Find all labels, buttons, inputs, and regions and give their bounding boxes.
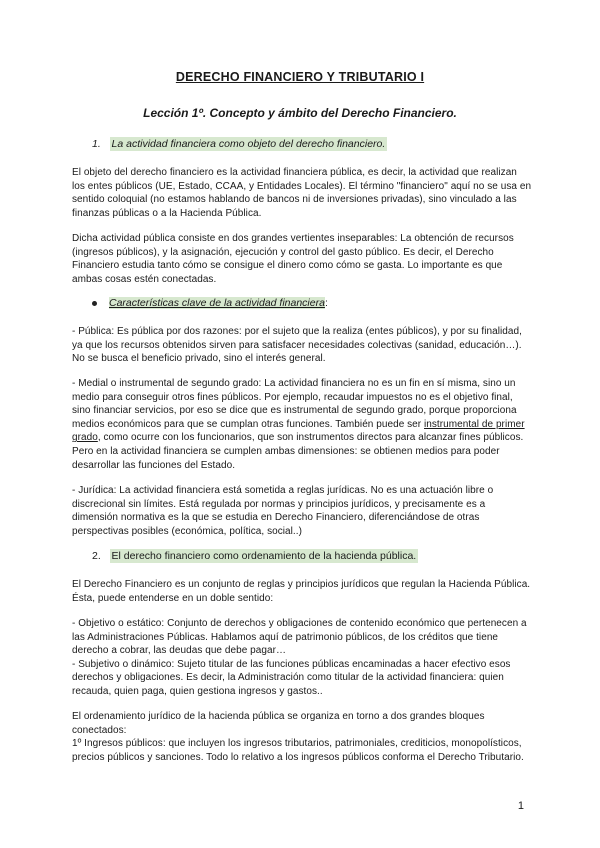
paragraph-text: El objeto del derecho financiero es la actividad financiera pública, es decir, la actividad que realizan los entes públicos (UE, Estado, CCAA, y Entidades Locales). El término "financiero" aquí no se usa en sentido coloquial (no estamos hablando de bancos ni de inversiones privadas), sino vinculado a las finanzas públicas o a la Hacienda Pública. [72,167,532,219]
paragraph-text [72,377,532,472]
paragraph-publica [72,325,532,366]
paragraph-text: - Pública: Es pública por dos razones: por el sujeto que la realiza (entes públicos), y por su finalidad, ya que los recursos obtenidos sirven para satisfacer necesidades colectivas (sanidad, educación…). No se busca el beneficio privado, sino el interés general. [72,326,522,365]
paragraph-ordenamiento [72,710,532,764]
text-after: , como ocurre con los funcionarios, que son instrumentos directos para alcanzar fines públicos. Pero en la actividad financiera se cumplen ambas dimensiones: se obtienen medios para poder desarrollar las funciones del Estado. [72,432,524,471]
underlined-text: instrumental de primer grado [72,418,525,444]
section-1-title: La actividad financiera como objeto del derecho financiero. [111,138,386,150]
bullet-caracteristicas [92,297,328,309]
paragraph-hacienda [72,578,532,605]
paragraph-vertientes [72,232,532,286]
paragraph-text: - Jurídica: La actividad financiera está sometida a reglas jurídicas. No es una actuación libre o discrecional sin límites. Está regulada por normas y principios jurídicos, y precisamente es a dimensión normativa es la que se estudia en Derecho Financiero, diferenciándose de otras perspectivas posibles (económica, política, social..) [72,485,494,537]
paragraph-text: - Objetivo o estático: Conjunto de derechos y obligaciones de contenido económico que pertenecen a las Administraciones Públicas. Hablamos aquí de patrimonio públicos, de los créditos que tiene derecho a cobrar, las deudas que debe pagar… [72,618,527,657]
paragraph-juridica [72,484,532,538]
bullet-suffix: : [324,297,328,309]
paragraph-objeto [72,166,532,220]
page-number: 1 [517,800,524,812]
text-before: - Medial o instrumental de segundo grado: La actividad financiera no es un fin en sí misma, sino un medio para conseguir otros fines públicos. Por ejemplo, recaudar impuestos no es el objetivo final, sino financiar servicios, por eso se dice que es instrumental de segundo grado, porque proporciona medios económicos para que se cumplan otras funciones. También puede ser [72,378,517,430]
section-2-heading [92,550,418,562]
paragraph-sentidos [72,617,532,699]
paragraph-text: 1º Ingresos públicos: que incluyen los ingresos tributarios, patrimoniales, crediticios, monopolísticos, precios públicos y sanciones. Todo lo relativo a los ingresos públicos conforma el Derecho Tributario. [72,738,524,763]
paragraph-text: El ordenamiento jurídico de la hacienda pública se organiza en torno a dos grandes bloques conectados: [72,711,485,736]
section-2-number: 2. [92,550,101,562]
section-1-heading [92,138,387,150]
paragraph-text: Dicha actividad pública consiste en dos grandes vertientes inseparables: La obtención de recursos (ingresos públicos), y la asignación, ejecución y control del gasto público. Es decir, el Derecho Financiero estudia tanto cómo se consigue el dinero como cómo se gasta. Lo importante es que ambas cosas estén conectadas. [72,233,514,285]
paragraph-text: El Derecho Financiero es un conjunto de reglas y principios jurídicos que regulan la Hacienda Pública. Ésta, puede entenderse en un doble sentido: [72,579,531,604]
paragraph-medial [72,377,532,472]
paragraph-text: - Subjetivo o dinámico: Sujeto titular de las funciones públicas encaminadas a hacer efectivo esos derechos y obligaciones. Es decir, la Administración como titular de la actividad financiera: quien recauda, quien paga, quien gestiona ingresos y gastos.. [72,658,511,697]
document-title: DERECHO FINANCIERO Y TRIBUTARIO I [175,70,425,84]
bullet-icon [92,301,97,306]
bullet-label: Características clave de la actividad financiera [109,297,325,309]
section-1-number: 1. [92,138,101,150]
section-2-title: El derecho financiero como ordenamiento de la hacienda pública. [111,550,417,562]
lesson-subtitle: Lección 1º. Concepto y ámbito del Derecho Financiero. [143,106,457,120]
